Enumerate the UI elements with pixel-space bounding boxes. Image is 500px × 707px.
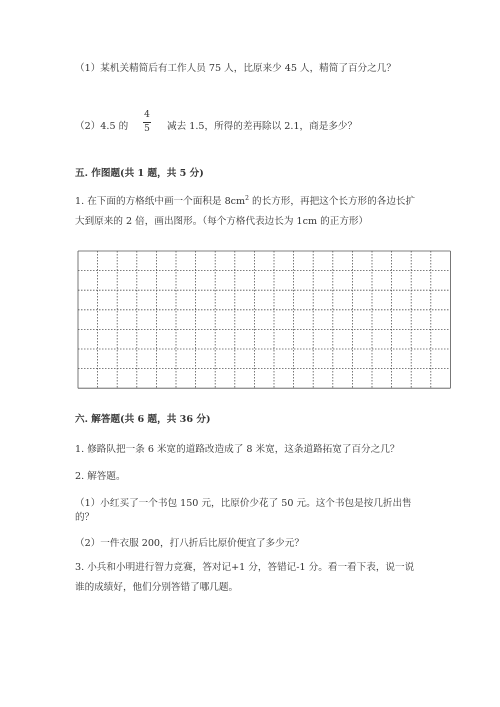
question-6-1: 1. 修路队把一条 6 米宽的道路改造成了 8 米宽，这条道路拓宽了百分之几？: [75, 444, 400, 455]
question-6-2-2: （2）一件衣服 200，打八折后比原价便宜了多少元？: [75, 538, 304, 549]
question-6-2-1-line-2: 的？: [75, 512, 95, 523]
drawing-question-line-2: 大到原来的 2 倍，画出图形。（每个方格代表边长为 1cm 的正方形）: [75, 216, 369, 227]
question-1: （1）某机关精简后有工作人员 75 人，比原来少 45 人，精简了百分之几？: [75, 63, 396, 74]
question-6-2: 2. 解答题。: [75, 471, 126, 482]
fraction-bar: [143, 122, 151, 123]
section-5-title: 五. 作图题(共 1 题，共 5 分): [75, 168, 204, 179]
fraction-denominator: 5: [144, 124, 150, 134]
superscript-2: 2: [245, 194, 249, 202]
drawing-question-text-b: 的长方形，再把这个长方形的各边长扩: [248, 196, 416, 207]
square-grid: [77, 250, 455, 392]
question-2-prefix: （2）4.5 的: [75, 121, 129, 132]
fraction-numerator: 4: [144, 110, 150, 120]
drawing-question-line-1: [75, 196, 415, 208]
section-6-title: 六. 解答题(共 6 题，共 36 分): [75, 414, 211, 425]
question-6-3-line-1: 3. 小兵和小明进行智力竞赛，答对记+1 分，答错记-1 分。看一看下表，说一说: [75, 562, 415, 573]
question-6-2-1-line-1: （1）小红买了一个书包 150 元，比原价少花了 50 元。这个书包是按几折出售: [75, 498, 412, 509]
drawing-question-text-a: 1. 在下面的方格纸中画一个面积是 8cm: [75, 196, 246, 207]
question-2-suffix: 减去 1.5，所得的差再除以 2.1，商是多少？: [167, 121, 358, 132]
question-6-3-line-2: 谁的成绩好，他们分别答错了哪几题。: [75, 582, 239, 593]
